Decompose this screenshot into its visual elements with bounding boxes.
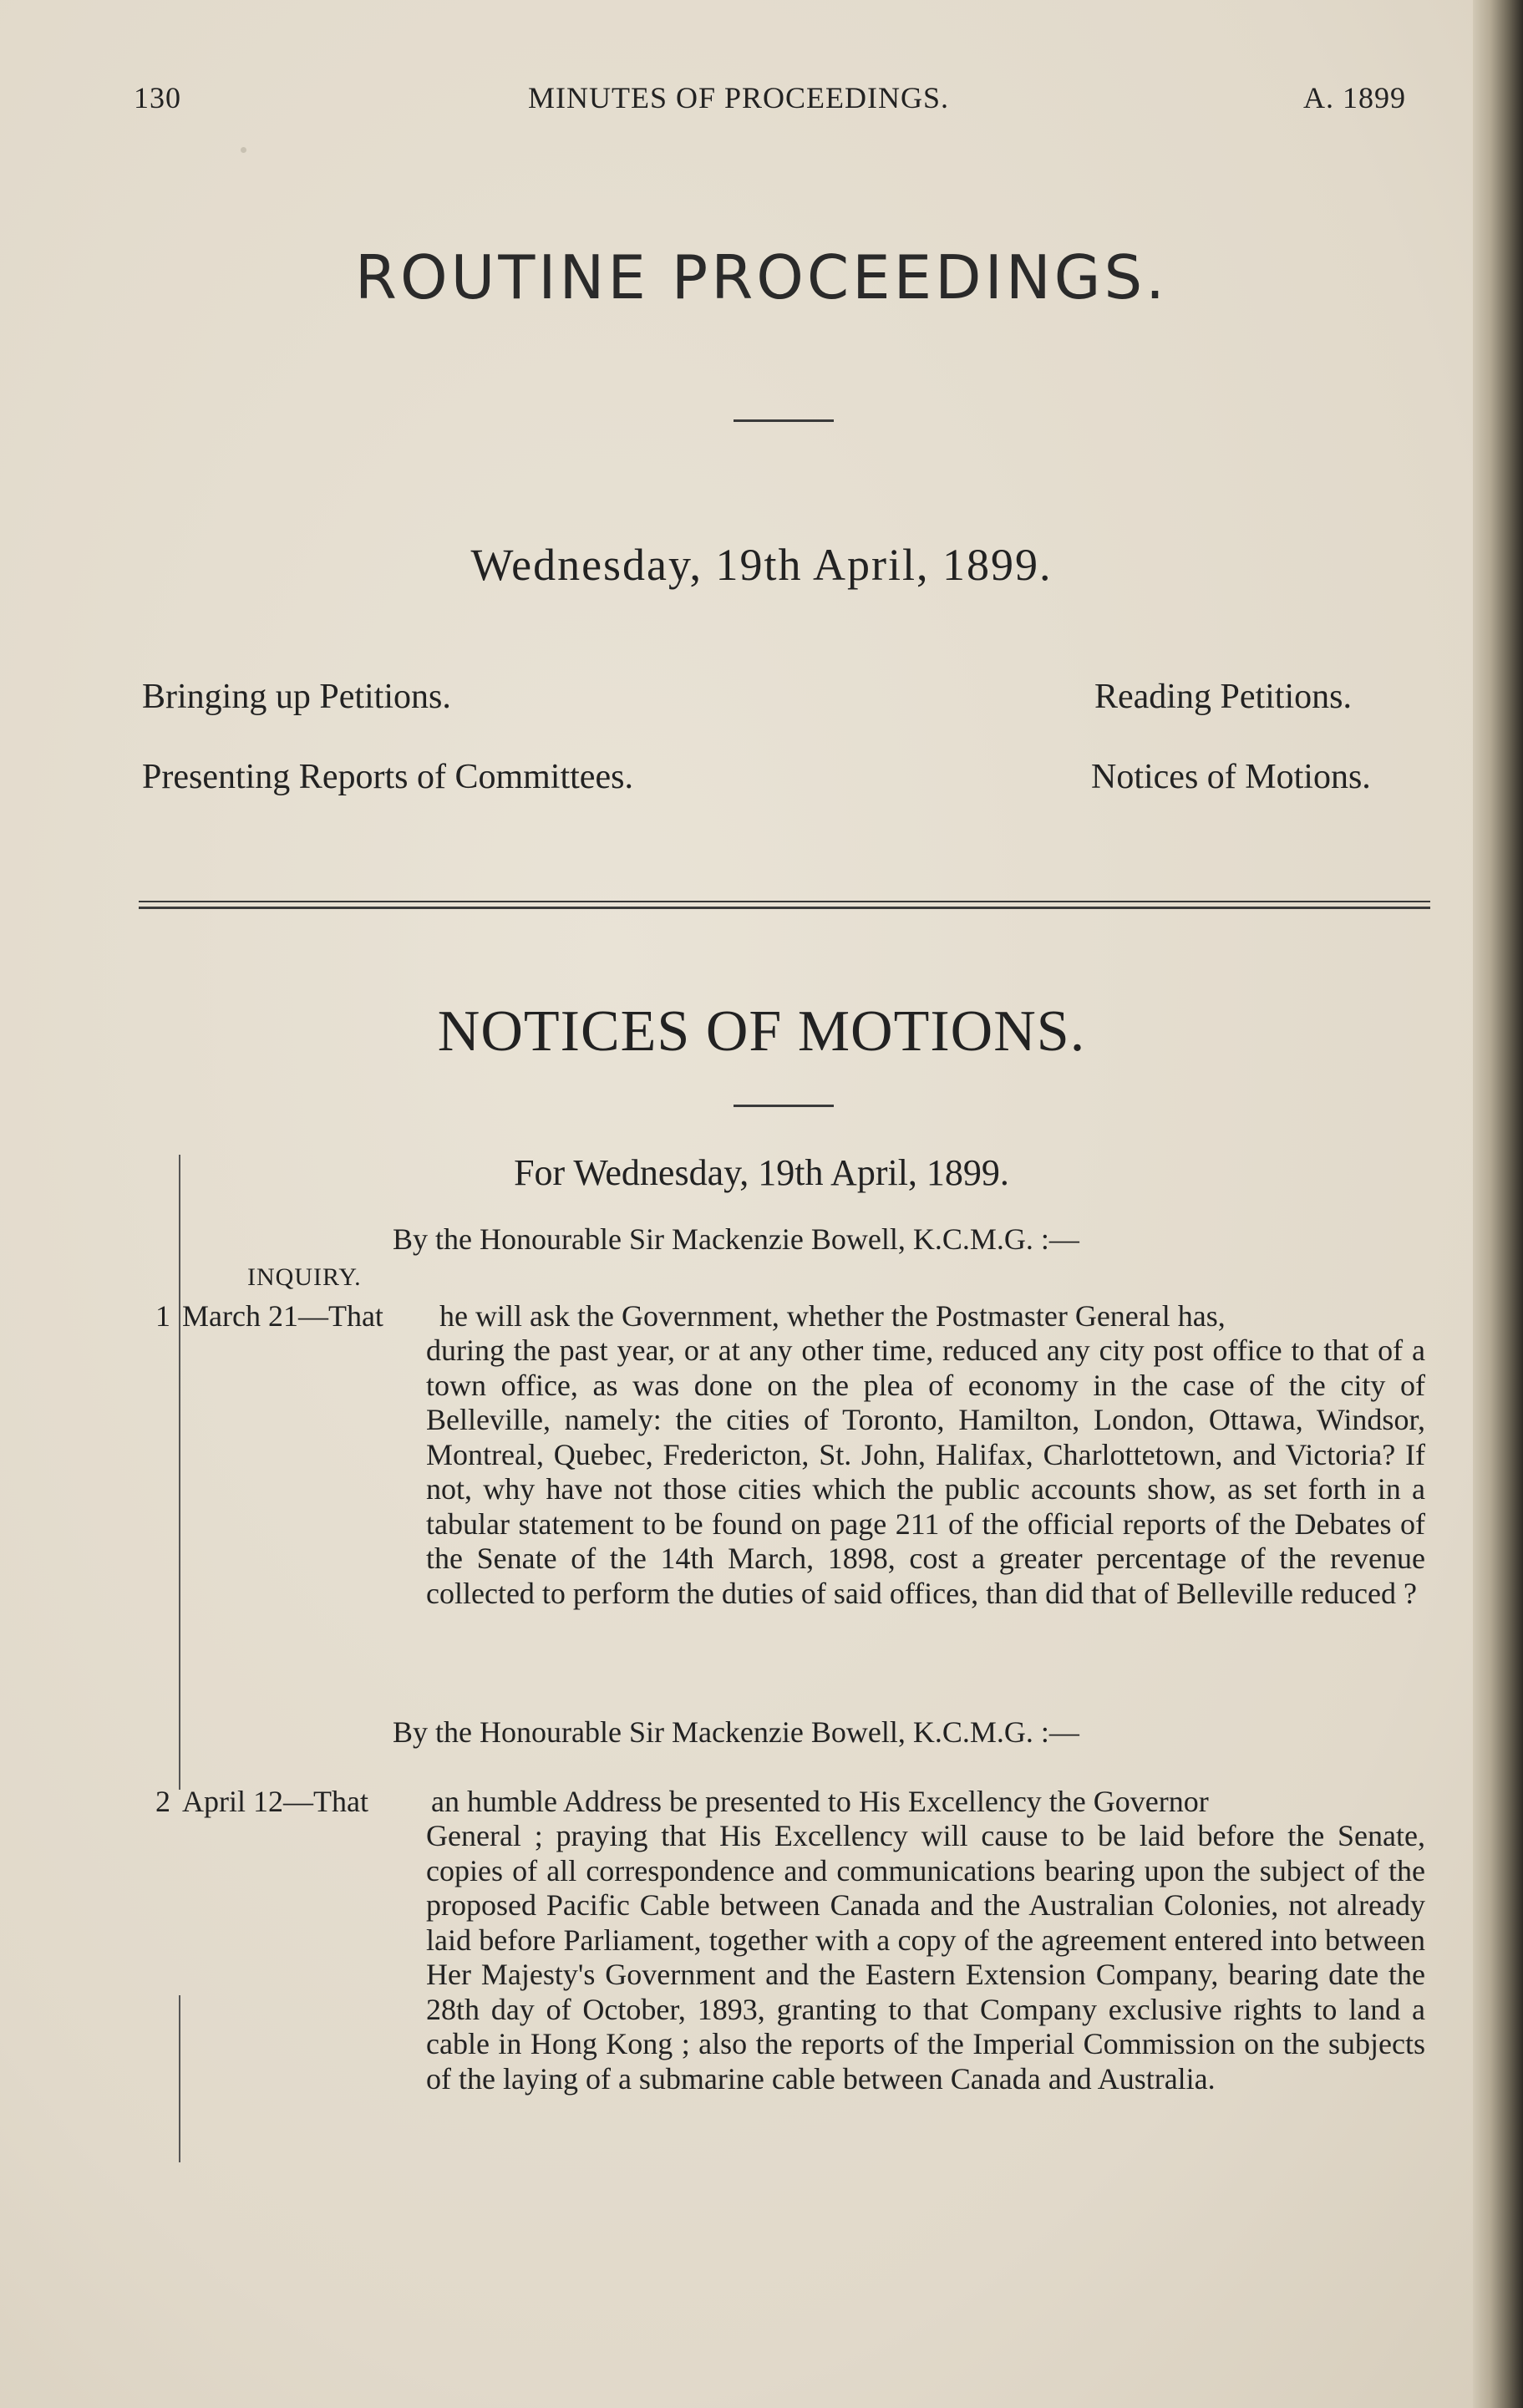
order-item-notices-of-motions: Notices of Motions.: [1091, 758, 1371, 796]
notices-title-rule: [734, 1105, 834, 1107]
motion-first-line: an humble Address be presented to His Excellency the Governor: [431, 1785, 1209, 1818]
order-item-bringing-up-petitions: Bringing up Petitions.: [142, 678, 451, 716]
motion-number: 1: [155, 1299, 170, 1333]
order-item-reading-petitions: Reading Petitions.: [1094, 678, 1352, 716]
page-binding-edge: [1473, 0, 1523, 2408]
ink-speck: [241, 147, 246, 153]
margin-rule: [179, 1995, 180, 2162]
motion-mover: By the Honourable Sir Mackenzie Bowell, K.C.M.G. :—: [393, 1222, 1079, 1256]
running-title: MINUTES OF PROCEEDINGS.: [528, 81, 950, 114]
motion-mover: By the Honourable Sir Mackenzie Bowell, K.C.M.G. :—: [393, 1715, 1079, 1749]
title-rule: [734, 419, 834, 422]
margin-rule: [179, 1155, 180, 1790]
motion-number: 2: [155, 1785, 170, 1818]
motion-label: INQUIRY.: [247, 1263, 362, 1291]
order-item-presenting-reports: Presenting Reports of Committees.: [142, 758, 633, 796]
motion-first-line: he will ask the Government, whether the Postmaster General has,: [439, 1299, 1226, 1333]
section-double-rule: [139, 901, 1430, 909]
routine-proceedings-title: ROUTINE PROCEEDINGS.: [354, 242, 1169, 312]
notices-for-date: For Wednesday, 19th April, 1899.: [514, 1152, 1009, 1193]
motion-body: General ; praying that His Excellency will cause to be laid before the Senate, copies of all correspondence and communications bearing upon the subject of the proposed Pacific Cable between Canada and the Australian Colonies, not already laid before Parliament, together with a copy of the agreement entered into between Her Majesty's Government and the Eastern Extension Company, bearing date the 28th day of October, 1893, granting to that Company exclusive rights to land a cable in Hong Kong ; also the reports of the Imperial Commission on the subjects of the laying of a submarine cable between Canada and Australia.: [426, 1819, 1425, 2096]
running-series: A. 1899: [1303, 81, 1406, 114]
notices-of-motions-title: NOTICES OF MOTIONS.: [437, 999, 1086, 1064]
sitting-date-heading: Wednesday, 19th April, 1899.: [470, 540, 1053, 590]
motion-body: during the past year, or at any other time, reduced any city post office to that of a town office, as was done on the plea of economy in the case of the city of Belleville, namely: the cities of Toronto, Hamilton, London, Ottawa, Windsor, Montreal, Quebec, Fredericton, St. John, Halifax, Charlottetown, and Victoria? If not, why have not those cities which the public accounts show, as set forth in a tabular statement to be found on page 211 of the official reports of the Debates of the Senate of the 14th March, 1898, cost a greater percentage of the revenue collected to perform the duties of said offices, than did that of Belleville reduced ?: [426, 1334, 1425, 1610]
motion-date: April 12—That: [182, 1785, 368, 1818]
page-number: 130: [134, 81, 181, 114]
motion-date: March 21—That: [182, 1299, 383, 1333]
